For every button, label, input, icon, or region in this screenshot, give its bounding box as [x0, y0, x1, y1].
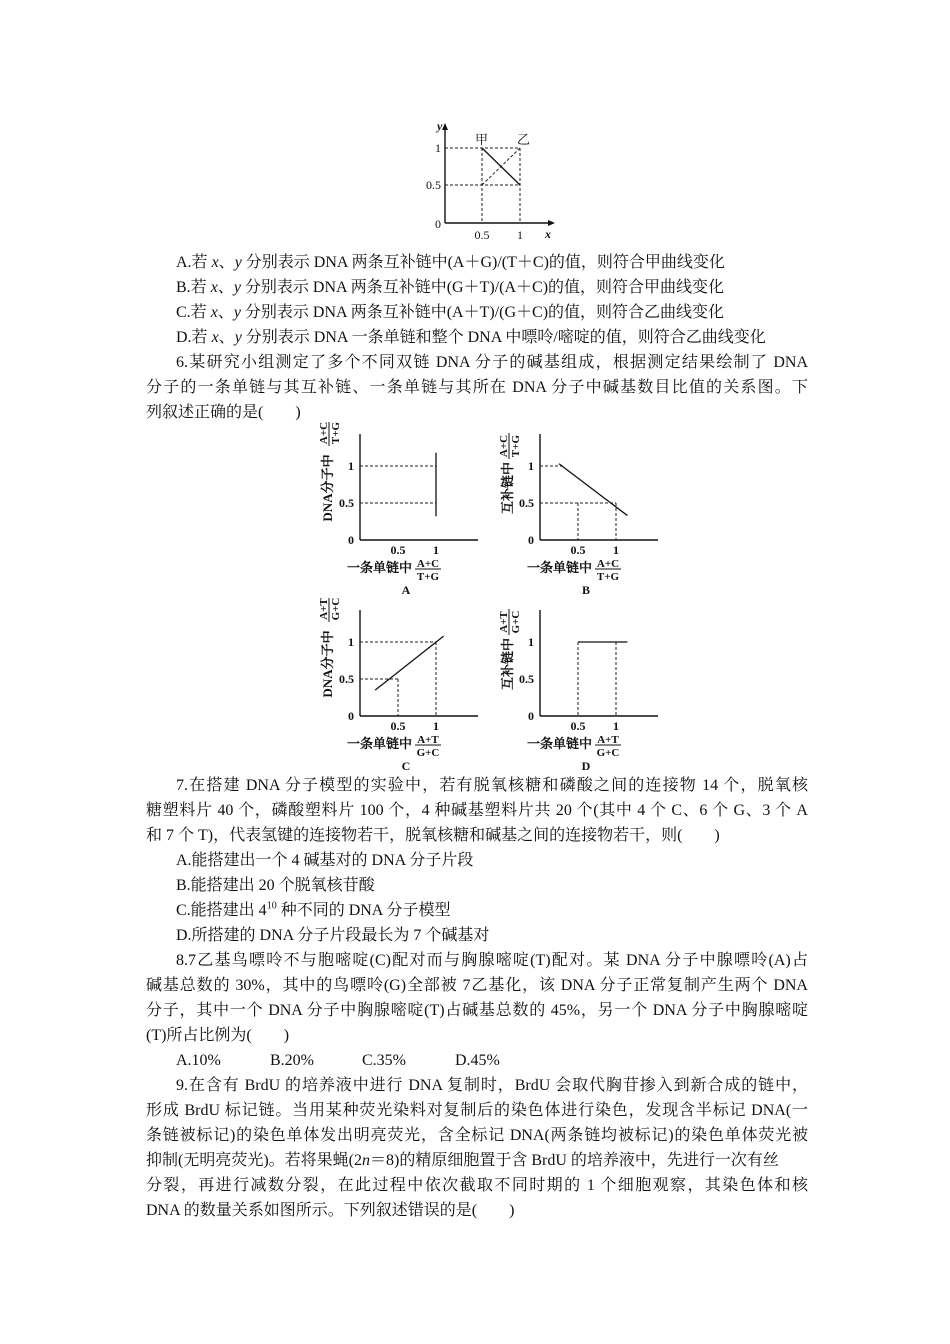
x-label-denominator: T+G [416, 571, 440, 583]
q9-stem-line: 条链被标记)的染色单体发出明亮荧光，含全标记 DNA(两条链均被标记)的染色单体荧光被 [146, 1127, 808, 1144]
x-tick: 0.5 [474, 228, 490, 242]
y-label-denominator: T+G [330, 422, 342, 445]
q8-option-c: C.35% [362, 1052, 406, 1069]
x-tick: 0.5 [390, 543, 406, 557]
y-label-prefix: 互补链中 [500, 637, 515, 691]
y-tick: 0.5 [339, 496, 354, 510]
x-label-prefix: 一条单链中 [526, 560, 592, 575]
y-tick: 0.5 [519, 672, 534, 686]
q6-chart-c [310, 598, 500, 773]
q7-option-a: A.能搭建出一个 4 碱基对的 DNA 分子片段 [176, 852, 474, 869]
q8-stem-line: 分子，其中一个 DNA 分子中胸腺嘧啶(T)占碱基总数的 45%，另一个 DNA 分子中胸腺嘧啶 [146, 1002, 808, 1019]
q6-stem-line: 分子的一条单链与其互补链、一条单链与其所在 DNA 分子中碱基数目比值的关系图。下 [146, 379, 808, 396]
y-tick: 0.5 [519, 496, 534, 510]
figure-jia-yi [405, 118, 565, 244]
q9-stem-line: DNA 的数量关系如图所示。下列叙述错误的是( ) [146, 1202, 515, 1219]
relation-line [559, 464, 627, 516]
q8-stem-line: 8.7乙基鸟嘌呤不与胞嘧啶(C)配对而与胸腺嘧啶(T)配对。某 DNA 分子中腺嘌呤(A)占 [176, 952, 808, 969]
x-tick: 1 [433, 719, 439, 733]
q7-option-b: B.能搭建出 20 个脱氧核苷酸 [176, 877, 375, 894]
x-tick: 0.5 [570, 719, 586, 733]
panel-label: C [401, 759, 411, 773]
x-label-numerator: A+T [417, 734, 439, 746]
y-label-prefix: DNA分子中 [320, 454, 335, 522]
q7-stem-line: 糖塑料片 40 个，磷酸塑料片 100 个，4 种碱基塑料片共 20 个(其中 4 个 C、6 个 G、3 个 A [146, 802, 808, 819]
y-label-numerator: A+C [498, 434, 510, 458]
q8-option-b: B.20% [270, 1052, 314, 1069]
y-tick: 1 [348, 635, 354, 649]
y-tick: 1 [528, 635, 534, 649]
y-label-denominator: T+G [510, 434, 522, 458]
q5-option-a: A.若 x、y 分别表示 DNA 两条互补链中(A＋G)/(T＋C)的值，则符合甲曲线变化 [176, 254, 725, 271]
x-label-prefix: 一条单链中 [346, 736, 412, 751]
x-tick: 0.5 [390, 719, 406, 733]
y-label-numerator: A+C [318, 422, 330, 445]
y-tick: 0.5 [339, 672, 354, 686]
q9-stem-line: 抑制(无明亮荧光)。若将果蝇(2n＝8)的精原细胞置于含 BrdU 的培养液中，先进行一次有丝 [146, 1152, 779, 1169]
x-label-denominator: G+C [416, 747, 440, 759]
x-label-denominator: G+C [596, 747, 620, 759]
q9-stem-line: 9.在含有 BrdU 的培养液中进行 DNA 复制时，BrdU 会取代胸苷掺入到新合成的链中， [176, 1077, 808, 1094]
q9-stem-line: 分裂，再进行减数分裂，在此过程中依次截取不同时期的 1 个细胞观察，其染色体和核 [146, 1177, 808, 1194]
curve-label-jia: 甲 [475, 132, 489, 147]
y-tick: 0 [348, 533, 354, 547]
q8-option-a: A.10% [176, 1052, 221, 1069]
q9-stem-line: 形成 BrdU 标记链。当用某种荧光染料对复制后的染色体进行染色，发现含半标记 DNA(一 [146, 1102, 808, 1119]
q5-option-d: D.若 x、y 分别表示 DNA 一条单链和整个 DNA 中嘌呤/嘧啶的值，则符合乙曲线变化 [176, 329, 766, 346]
y-label-numerator: A+T [498, 611, 510, 633]
q8-stem-line: 碱基总数的 30%，其中的鸟嘌呤(G)全部被 7乙基化，该 DNA 分子正常复制产生两个 DNA [146, 977, 808, 994]
panel-label: B [581, 583, 591, 597]
x-label-numerator: A+C [416, 558, 440, 570]
q5-option-c: C.若 x、y 分别表示 DNA 两条互补链中(A＋T)/(G＋C)的值，则符合乙曲线变化 [176, 304, 725, 321]
q7-stem-line: 和 7 个 T)，代表氢键的连接物若干，脱氧核糖和碱基之间的连接物若干，则( ) [146, 827, 720, 844]
q6-chart-b [490, 422, 680, 597]
x-axis-label: x [545, 227, 551, 241]
q7-option-d: D.所搭建的 DNA 分子片段最长为 7 个碱基对 [176, 927, 490, 944]
y-label-numerator: A+T [318, 598, 330, 620]
y-tick: 0 [528, 533, 534, 547]
y-label-denominator: G+C [330, 598, 342, 621]
q6-chart-a [310, 422, 500, 597]
x-label-numerator: A+T [597, 734, 619, 746]
x-label-numerator: A+C [596, 558, 620, 570]
q5-option-b: B.若 x、y 分别表示 DNA 两条互补链中(G＋T)/(A＋C)的值，则符合甲曲线变化 [176, 279, 725, 296]
x-label-prefix: 一条单链中 [526, 736, 592, 751]
y-label-prefix: DNA分子中 [320, 630, 335, 698]
curve-label-yi: 乙 [517, 132, 531, 147]
y-label-prefix: 互补链中 [500, 461, 515, 515]
x-tick: 0.5 [570, 543, 586, 557]
q7-stem-line: 7.在搭建 DNA 分子模型的实验中，若有脱氧核糖和磷酸之间的连接物 14 个，脱氧核 [176, 777, 808, 794]
y-label-denominator: G+C [510, 610, 522, 634]
q6-stem-line: 列叙述正确的是( ) [146, 404, 301, 421]
x-tick: 1 [433, 543, 439, 557]
y-tick: 0 [528, 709, 534, 723]
y-tick: 1 [528, 459, 534, 473]
x-tick: 1 [517, 228, 523, 242]
x-label-denominator: T+G [596, 571, 620, 583]
x-tick: 1 [613, 543, 619, 557]
q6-stem-line: 6.某研究小组测定了多个不同双链 DNA 分子的碱基组成，根据测定结果绘制了 DNA [176, 354, 808, 371]
y-tick: 0 [348, 709, 354, 723]
q8-stem-line: (T)所占比例为( ) [146, 1027, 290, 1044]
y-tick: 1 [435, 141, 441, 155]
y-tick: 1 [348, 459, 354, 473]
x-label-prefix: 一条单链中 [346, 560, 412, 575]
q8-option-d: D.45% [455, 1052, 500, 1069]
y-axis-label: y [437, 119, 443, 133]
q7-option-c: C.能搭建出 $4^{10}$ 种不同的 DNA 分子模型 [176, 900, 451, 919]
x-tick: 1 [613, 719, 619, 733]
y-tick: 0.5 [426, 178, 441, 192]
panel-label: D [581, 759, 591, 773]
q6-chart-d [490, 598, 680, 773]
panel-label: A [401, 583, 411, 597]
relation-line [375, 636, 443, 690]
y-tick: 0 [435, 217, 441, 231]
